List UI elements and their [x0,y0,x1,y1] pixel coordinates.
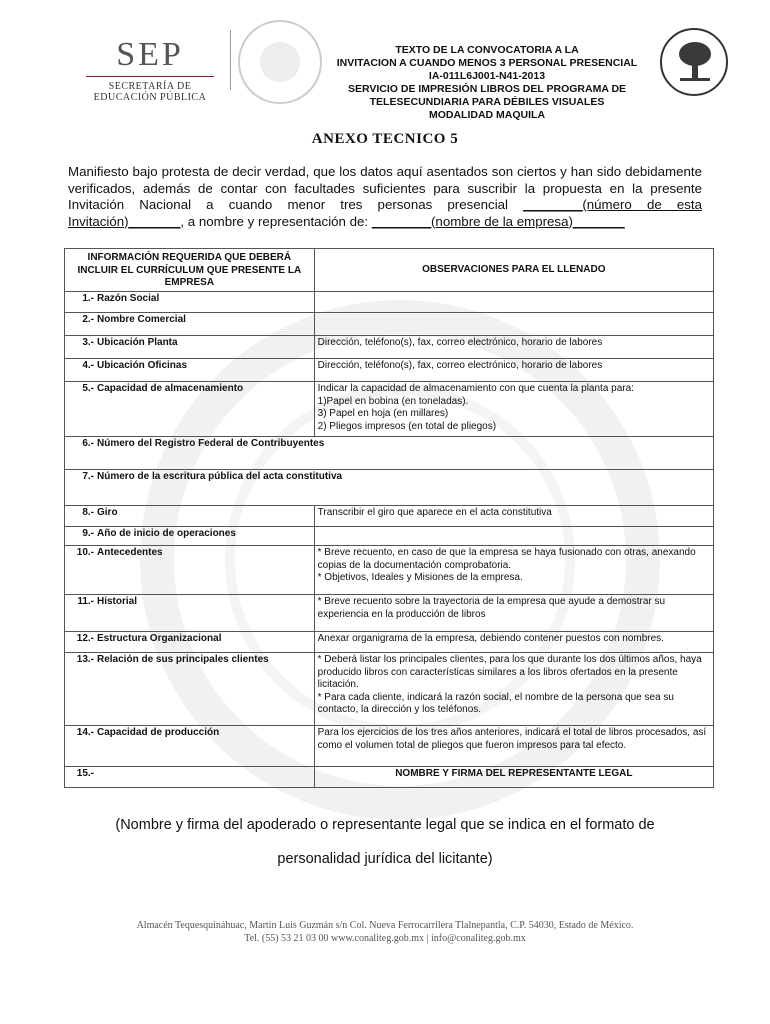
observation-cell: Transcribir el giro que aparece en el acta constitutiva [314,506,713,527]
observation-cell [314,292,713,313]
row-number: 15.- [76,768,94,779]
table-row [65,336,714,359]
logo-divider [230,30,231,90]
requirement-cell [65,313,315,336]
table-row [65,726,714,767]
row-number: 8.- [82,507,94,518]
table-header-right: OBSERVACIONES PARA EL LLENADO [314,249,713,292]
requirement-cell [65,632,315,653]
sep-logo-text: SEP [116,36,184,73]
intro-paragraph [68,164,702,230]
observation-cell [314,313,713,336]
row-number: 1.- [82,293,94,304]
sep-logo-subtitle-2: EDUCACIÓN PÚBLICA [93,92,207,103]
footer-contact: Tel. (55) 53 21 03 00 www.conaliteg.gob.mx | info@conaliteg.gob.mx [244,933,526,944]
row-number: 9.- [82,528,94,539]
row-number: 6.- [82,438,94,449]
header-line: MODALIDAD MAQUILA [428,109,546,121]
requirement-cell [65,470,714,506]
requirement-cell [65,359,315,382]
row-number: 10.- [76,547,94,558]
header-line: TEXTO DE LA CONVOCATORIA A LA [395,44,579,56]
requirement-cell [65,653,315,726]
header-line: IA-011L6J001-N41-2013 [428,70,546,82]
requirement-label: Giro [97,507,118,518]
requirement-cell [65,726,315,767]
observation-cell: * Breve recuento, en caso de que la empresa se haya fusionado con otras, anexando copias de la documentación comprobatoria. * Objetivos, Ideales y Misiones de la empresa. [314,546,713,595]
table-row [65,527,714,546]
document-header [322,44,652,122]
requirement-label: Razón Social [97,293,160,304]
table-header-left: INFORMACIÓN REQUERIDA QUE DEBERÁ INCLUIR EL CURRÍCULUM QUE PRESENTE LA EMPRESA [65,249,315,292]
row-number: 4.- [82,360,94,371]
blank-field: ________ [371,213,431,229]
table-row [65,767,714,788]
row-number: 11.- [77,596,94,607]
row-number: 2.- [82,314,94,325]
invitation-number-reference: (número de esta Invitación) [68,197,703,229]
requirement-label: Antecedentes [97,547,163,558]
sep-logo-subtitle-1: SECRETARÍA DE [108,81,192,92]
requirement-cell [65,595,315,632]
observation-cell: Para los ejercicios de los tres años anteriores, indicará el total de libros procesados, así como el volumen total de pliegos que fueron impresos para tal efecto. [314,726,713,767]
mexico-coat-of-arms-icon [238,20,322,104]
requirement-label: Ubicación Oficinas [97,360,188,371]
table-row [65,632,714,653]
row-number: 13.- [76,654,94,665]
requirement-cell [65,292,315,313]
table-row [65,546,714,595]
observation-cell: * Deberá listar los principales clientes, para los que durante los dos últimos años, haya producido libros con características similares a los libros ofertados en la presente licitación. * Para cada cliente, indicará la razón social, el nombre de la persona que sea su contacto, la dirección y los teléfonos. [314,653,713,726]
observation-cell: Dirección, teléfono(s), fax, correo electrónico, horario de labores [314,336,713,359]
sep-logo-divider [86,76,214,77]
requirement-label: Relación de sus principales clientes [97,654,269,665]
table-row [65,313,714,336]
table-row [65,359,714,382]
requirement-label: Ubicación Planta [97,337,178,348]
intro-text: Manifiesto bajo protesta de decir verdad, que los datos aquí asentados son ciertos y han sido debidamente verificados, además de contar con facultades suficientes para suscribir la propuesta en la presente Invitación Nacional a cuando menor tres personas presencial [68,164,702,212]
requirement-cell [65,382,315,437]
table-row [65,382,714,437]
table-row [65,506,714,527]
row-number: 12.- [76,633,94,644]
requirement-label: Nombre Comercial [97,314,186,325]
table-row [65,595,714,632]
intro-text-middle: , a nombre y representación de: [180,213,372,229]
requirement-cell [65,336,315,359]
conaliteg-logo-icon [660,28,728,96]
row-number: 7.- [82,471,94,482]
blank-field: _______ [572,213,625,229]
table-header-row [65,249,714,292]
requirement-cell [65,546,315,595]
page-title: ANEXO TECNICO 5 [311,131,459,147]
requirement-label: Estructura Organizacional [97,633,222,644]
requirement-label: Capacidad de producción [97,727,220,738]
header-line: TELESECUNDIARIA PARA DÉBILES VISUALES [369,96,605,108]
table-row [65,437,714,470]
row-number: 3.- [82,337,94,348]
requirement-cell [65,506,315,527]
header-line: SERVICIO DE IMPRESIÓN LIBROS DEL PROGRAMA DE [347,83,627,95]
table-row [65,292,714,313]
sep-logo [80,38,220,103]
requirement-label: Número del Registro Federal de Contribuyentes [97,438,325,449]
row-number: 14.- [76,727,94,738]
requirement-cell [65,437,714,470]
header-line: INVITACION A CUANDO MENOS 3 PERSONAL PRESENCIAL [336,57,638,69]
company-name-reference: (nombre de la empresa) [431,213,573,229]
requirement-label: Capacidad de almacenamiento [97,383,244,394]
requirement-label: Año de inicio de operaciones [97,528,236,539]
table-row [65,653,714,726]
footer-address: Almacén Tequesquináhuac, Martín Luis Guzmán s/n Col. Nueva Ferrocarrilera Tlalnepantla, C.P. 54030, Estado de México. [136,920,634,931]
closing-line-1: (Nombre y firma del apoderado o representante legal que se indica en el formato de [115,817,655,833]
tree-icon [676,40,714,84]
closing-line-2: personalidad jurídica del licitante) [277,851,493,867]
observation-cell: Anexar organigrama de la empresa, debiendo contener puestos con nombres. [314,632,713,653]
blank-field: _______ [128,213,181,229]
requirement-label: Número de la escritura pública del acta constitutiva [97,471,343,482]
table-row [65,470,714,506]
requirements-table [64,248,714,788]
requirement-cell [65,767,315,788]
observation-cell: * Breve recuento sobre la trayectoria de la empresa que ayude a demostrar su experiencia en la producción de libros [314,595,713,632]
requirement-cell [65,527,315,546]
observation-cell: Indicar la capacidad de almacenamiento con que cuenta la planta para: 1)Papel en bobina (en toneladas). 3) Papel en hoja (en millares) 2) Pliegos impresos (en total de pliegos) [314,382,713,437]
observation-cell [314,527,713,546]
requirement-label: Historial [97,596,138,607]
observation-cell: Dirección, teléfono(s), fax, correo electrónico, horario de labores [314,359,713,382]
row-number: 5.- [82,383,94,394]
observation-cell: NOMBRE Y FIRMA DEL REPRESENTANTE LEGAL [314,767,713,788]
blank-field: ________ [523,197,583,212]
